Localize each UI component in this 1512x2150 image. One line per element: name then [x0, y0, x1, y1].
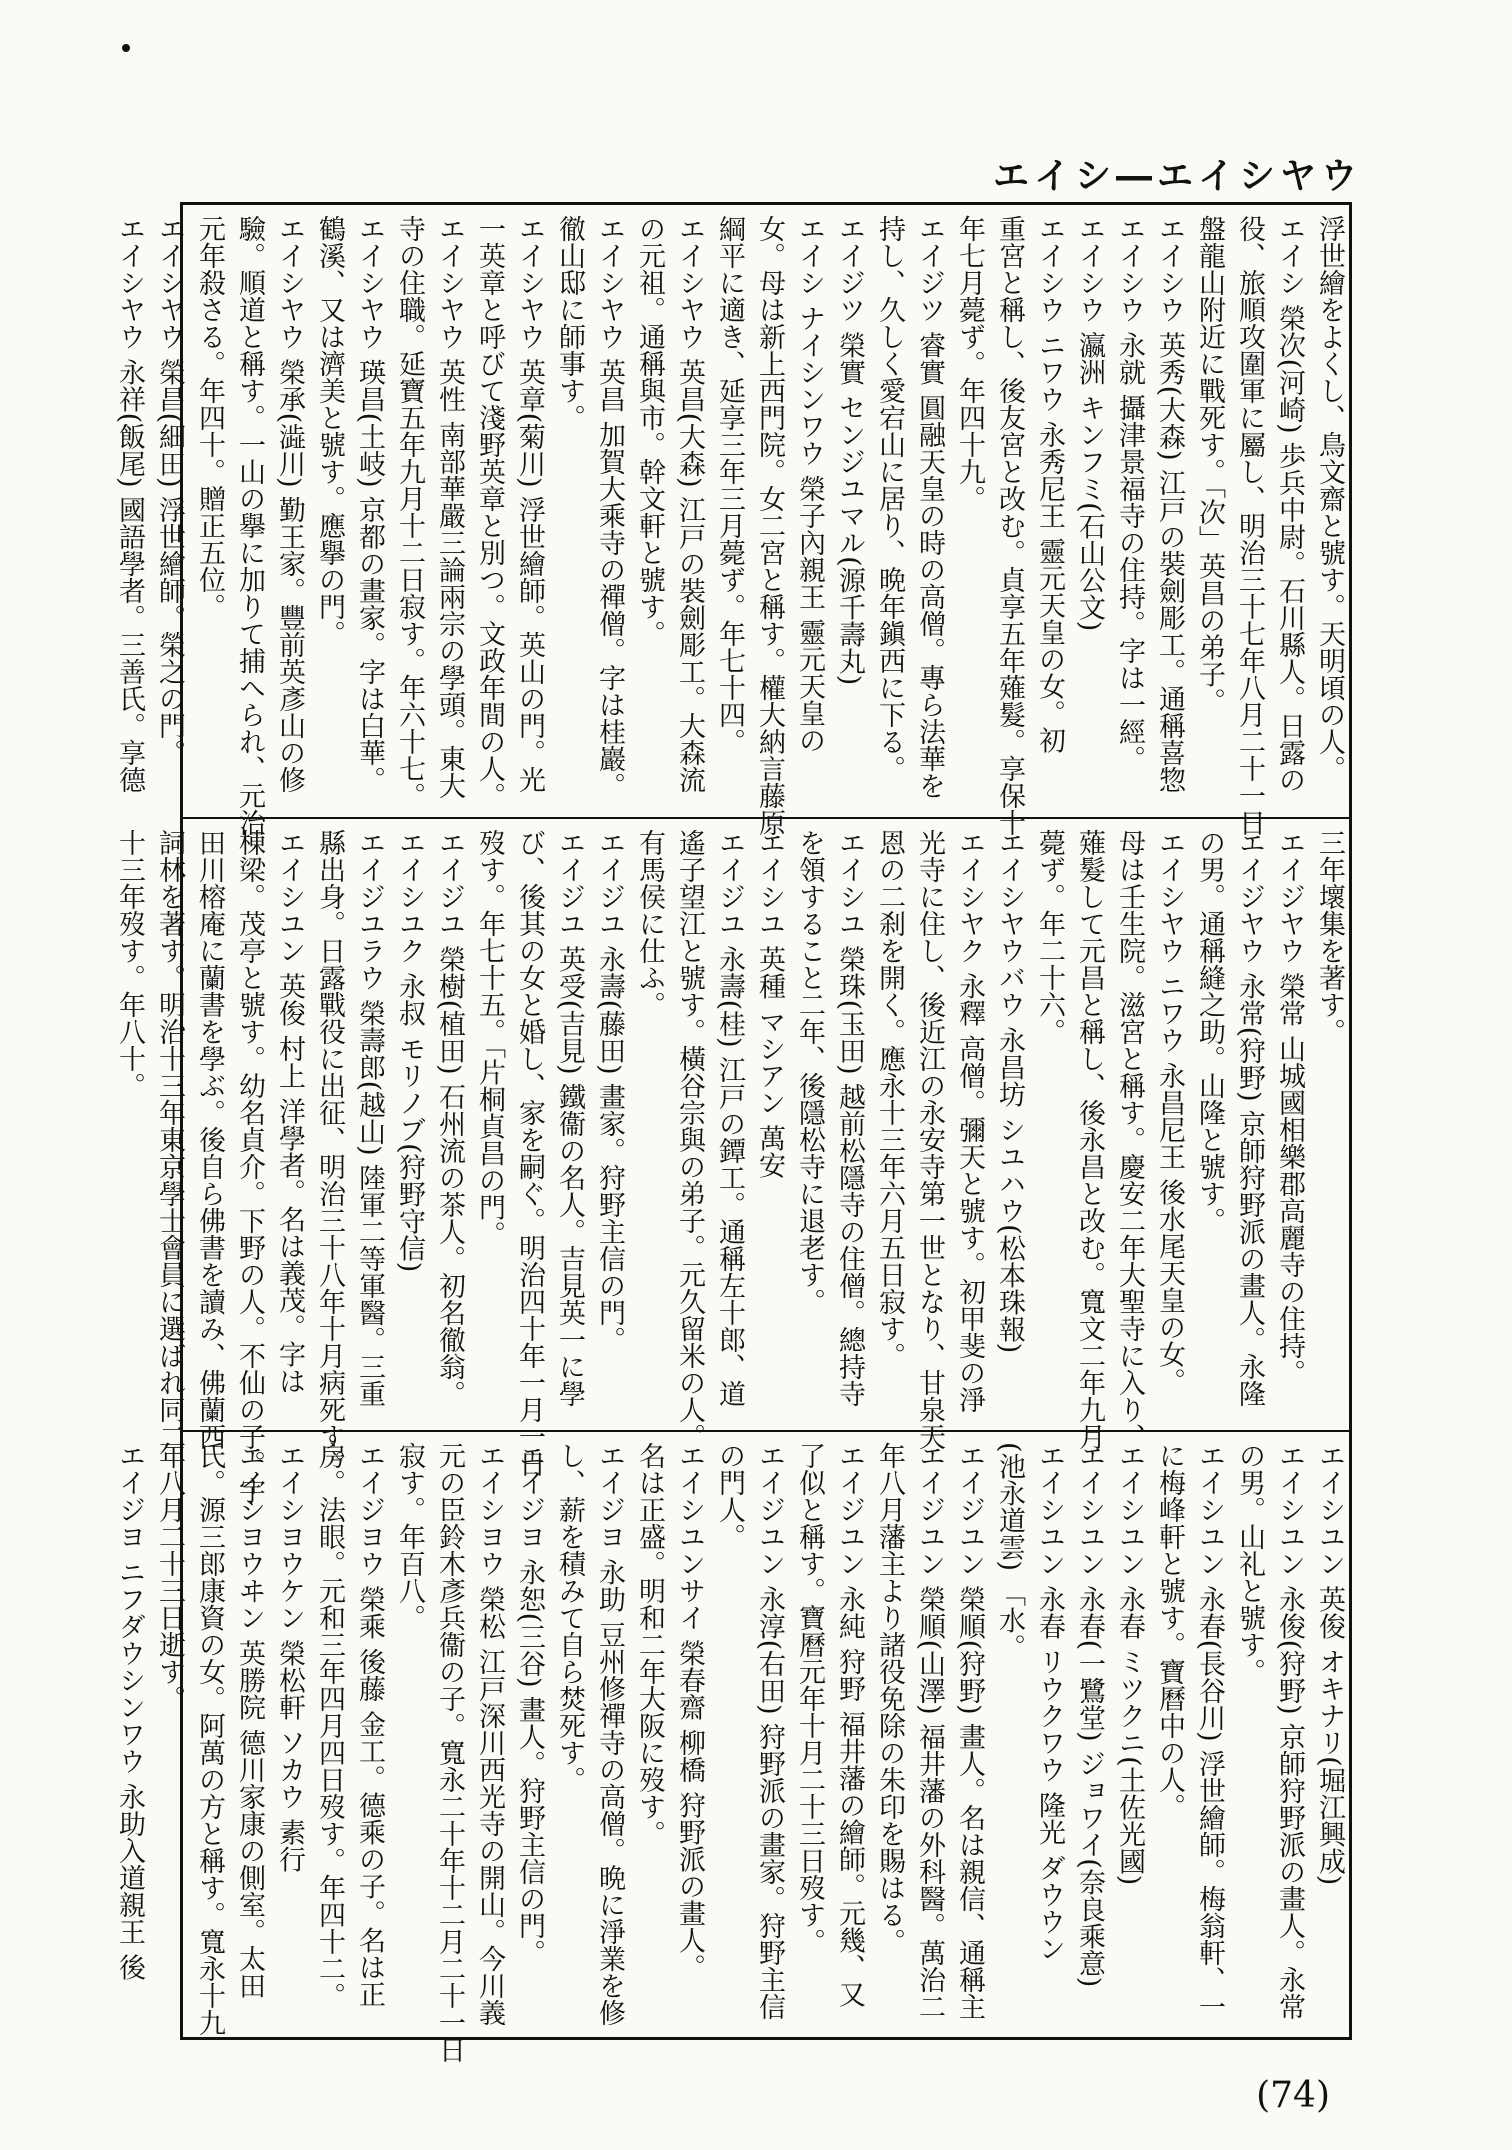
text-column: 盤龍山附近に戰死す。「次」英昌の弟子。 — [1194, 215, 1225, 715]
text-column: エイシヨウ 榮松 江戸深川西光寺の開山。今川義 — [474, 1442, 505, 2027]
page-number: (74) — [1256, 2075, 1330, 2116]
text-column: 年八月二十三日逝す。 — [154, 1442, 185, 1712]
text-column: エイジヨ 永助 豆州修禪寺の高僧。晩に淨業を修 — [594, 1442, 625, 2027]
text-column: エイジユン 榮順(狩野) 畫人。名は親信、通稱主 — [954, 1442, 985, 2021]
text-column: エイシヤウ 永祥(飯尾) 國語學者。三善氏。享德 — [114, 215, 145, 794]
band-top — [114, 205, 1349, 836]
text-column: 三年壞集を著す。 — [1314, 829, 1345, 1045]
text-column: に梅峰軒と號す。寶曆中の人。 — [1154, 1442, 1185, 1820]
text-column: エイシヤウバウ 永昌坊 シユハウ(松本珠報) — [994, 829, 1025, 1354]
text-column: エイジヨ ニフダウシンワウ 永助入道親王 後 — [114, 1442, 145, 1981]
ink-speck — [122, 44, 130, 52]
text-column: エイシユンサイ 榮春齋 柳橋 狩野派の畫人。 — [674, 1442, 705, 1981]
text-column: 重宮と稱し、後友宮と改む。貞享五年薙髮。享保十 — [994, 215, 1025, 836]
text-column: 一英章と呼びて淺野英章と別つ。文政年間の人。 — [474, 215, 505, 809]
text-column: エイジユ 永壽(桂) 江戸の鐔工。通稱左十郎、道 — [714, 829, 745, 1408]
text-column: の門人。 — [714, 1442, 745, 1550]
text-column: 薨ず。年二十六。 — [1034, 829, 1065, 1045]
text-column: エイシウ 瀛洲 キンフミ(石山公文) — [1074, 215, 1105, 632]
text-column: エイシヤウ 榮承(澁川) 勤王家。豐前英彥山の修 — [274, 215, 305, 794]
text-column: の男。山礼と號す。 — [1234, 1442, 1265, 1685]
text-column: エイジヨウ 榮乘 後藤 金工。德乘の子。名は正 — [354, 1442, 385, 2008]
text-column: 母は壬生院。滋宮と稱す。慶安二年大聖寺に入り、 — [1114, 829, 1145, 1450]
text-column: 歿す。年七十五。「片桐貞昌の門。 — [474, 829, 505, 1248]
text-frame — [114, 202, 1352, 2063]
text-column: 持し、久しく愛宕山に居り、晩年鎭西に下る。 — [874, 215, 905, 782]
text-column: 遙子望江と號す。橫谷宗與の弟子。元久留米の人。 — [674, 829, 705, 1450]
text-column: エイシヤウ 榮昌(細田) 浮世繪師。榮之の門。 — [154, 215, 185, 767]
text-column: エイジユン 榮順(山澤) 福井藩の外科醫。萬治二 — [914, 1442, 945, 2021]
text-column: エイシユン 永春(長谷川) 浮世繪師。梅翁軒、一 — [1194, 1442, 1225, 2021]
text-column: エイシウ ニワウ 永秀尼王 靈元天皇の女。初 — [1034, 215, 1065, 754]
text-column: エイジユ 榮樹(植田) 石州流の茶人。初名徹翁。 — [434, 829, 465, 1408]
text-column: エイジツ 睿實 圓融天皇の時の高僧。專ら法華を — [914, 215, 945, 800]
text-column: エイシ ナイシンワウ 榮子內親王 靈元天皇の — [794, 215, 825, 754]
text-column: エイシユ 英種 マシアン 萬安 — [754, 829, 785, 1179]
text-column: 寺の住職。延寶五年九月十二日寂す。年六十七。 — [394, 215, 425, 809]
text-column: エイシヨウケン 榮松軒 ソカウ 素行 — [274, 1442, 305, 1873]
band-bottom — [114, 1430, 1349, 2063]
text-column: 綱平に適き、延享三年三月薨ず。年七十四。 — [714, 215, 745, 755]
text-column: 氏。源三郎康資の女。阿萬の方と稱す。寬永十九 — [194, 1442, 225, 2036]
text-column: 浮世繪をよくし、鳥文齋と號す。天明頃の人。 — [1314, 215, 1345, 782]
text-column: 年八月藩主より諸役免除の朱印を賜はる。 — [874, 1442, 905, 1955]
text-column: エイシユン 英俊 オキナリ(堀江興成) — [1314, 1442, 1345, 1886]
text-column: エイジツ 榮實 センジユマル(源千壽丸) — [834, 215, 865, 686]
text-column: を領すること二年、後隱松寺に退老す。 — [794, 829, 825, 1315]
text-column: エイシヤウ 瑛昌(土岐) 京都の畫家。字は白華。 — [354, 215, 385, 794]
text-column: 十三年歿す。年八十。 — [114, 829, 145, 1099]
text-column: エイジヨ 永恕(三谷) 畫人。狩野主信の門。 — [514, 1442, 545, 1967]
text-column: エイジユ 英受(吉見) 鐵衞の名人。吉見英一に學 — [554, 829, 585, 1408]
text-column: の元祖。通稱與市。幹文軒と號す。 — [634, 215, 665, 647]
text-column: 縣出身。日露戰役に出征、明治三十八年十月病死す。 — [314, 829, 345, 1477]
text-column: 鶴溪、又は濟美と號す。應擧の門。 — [314, 215, 345, 647]
text-column: 名は正盛。明和二年大阪に歿す。 — [634, 1442, 665, 1847]
text-column: 元年殺さる。年四十。贈正五位。 — [194, 215, 225, 620]
text-column: エイシユン 永春(一鷺堂) ジョワイ(奈良乘意) — [1074, 1442, 1105, 1988]
text-column: エイシヤウ 英昌(大森) 江戸の裝劍彫工。大森流 — [674, 215, 705, 794]
text-column: エイシヤク 永釋 高僧。彌天と號す。初甲斐の淨 — [954, 829, 985, 1414]
text-column: 田川榕庵に蘭書を學ぶ。後自ら佛書を讀み、佛蘭西 — [194, 829, 225, 1450]
text-column: エイジユン 永淳(右田) 狩野派の畫家。狩野主信 — [754, 1442, 785, 2021]
text-column: し、薪を積みて自ら焚死す。 — [554, 1442, 585, 1793]
text-column: 恩の二刹を開く。應永十三年六月五日寂す。 — [874, 829, 905, 1369]
text-column: エイシヤウ 英性 南部華嚴三論兩宗の學頭。東大 — [434, 215, 465, 800]
text-column: エイシ 榮次(河崎) 歩兵中尉。石川縣人。日露の — [1274, 215, 1305, 794]
text-column: エイジユ 永壽(藤田) 畫家。狩野主信の門。 — [594, 829, 625, 1354]
text-column: び、後其の女と婚し、家を嗣ぐ。明治四十年一月一日 — [514, 829, 545, 1477]
text-column: エイシユン 永俊(狩野) 京師狩野派の畫人。永常 — [1274, 1442, 1305, 2021]
text-column: 元の臣鈴木彥兵衞の子。寬永二十年十二月二十一日 — [434, 1442, 465, 2063]
text-column: エイシユク 永叔 モリノブ(狩野守信) — [394, 829, 425, 1273]
text-column: 役、旅順攻圍軍に屬し、明治三十七年八月二十一日 — [1234, 215, 1265, 836]
text-column: 了似と稱す。寶曆元年十月二十三日歿す。 — [794, 1442, 825, 1955]
text-column: エイシユン 英俊 村上 洋學者。名は義茂。字は — [274, 829, 305, 1395]
text-column: エイシヤウ 英章(菊川) 浮世繪師。英山の門。光 — [514, 215, 545, 794]
text-column: エイシヤウ 英昌 加賀大乘寺の禪僧。字は桂巖。 — [594, 215, 625, 800]
text-column: 棟梁。茂亭と號す。幼名貞介。下野の人。不仙の子。宇 — [234, 829, 265, 1504]
text-column: エイジヤウ 永常(狩野) 京師狩野派の畫人。永隆 — [1234, 829, 1265, 1408]
text-column: 驗。順道と稱す。一山の擧に加りて捕へられ、元治 — [234, 215, 265, 836]
text-column: エイシヨウヰン 英勝院 德川家康の側室。太田 — [234, 1442, 265, 2000]
text-column: エイジヤウ 榮常 山城國相樂郡高麗寺の住持。 — [1274, 829, 1305, 1387]
text-column: 有馬侯に仕ふ。 — [634, 829, 665, 1018]
text-column: (池永道雲) 「水。 — [994, 1442, 1025, 1661]
text-column: エイシユン 永春 リウクワウ 隆光 ダウウン — [1034, 1442, 1065, 1963]
text-column: の男。通稱縫之助。山隆と號す。 — [1194, 829, 1225, 1234]
text-column: 詞林を著す。明治十三年東京學士會員に選ばれ同二 — [154, 829, 185, 1450]
text-column: エイジユラウ 榮壽郎(越山) 陸軍二等軍醫。三重 — [354, 829, 385, 1408]
text-column: 年七月薨ず。年四十九。 — [954, 215, 985, 512]
text-column: 薙髮して元昌と稱し、後永昌と改む。寬文二年九月 — [1074, 829, 1105, 1450]
text-column: エイシユン 永春 ミツクニ(土佐光國) — [1114, 1442, 1145, 1886]
text-column: 寂す。年百八。 — [394, 1442, 425, 1631]
text-column: 徹山邸に師事す。 — [554, 215, 585, 431]
text-column: 女。母は新上西門院。女二宮と稱す。權大納言藤原 — [754, 215, 785, 836]
text-column: エイシヤウ ニワウ 永昌尼王 後水尾天皇の女。 — [1154, 829, 1185, 1395]
text-column: 光寺に住し、後近江の永安寺第一世となり、甘泉天 — [914, 829, 945, 1450]
text-column: エイシユ 榮珠(玉田) 越前松隱寺の住僧。總持寺 — [834, 829, 865, 1408]
text-column: エイシウ 永就 攝津景福寺の住持。字は一經。 — [1114, 215, 1145, 773]
text-column: エイジユン 永純 狩野 福井藩の繪師。元幾、又 — [834, 1442, 865, 2008]
page-header: エイシ―エイシヤウ — [992, 156, 1362, 197]
text-column: 房。法眼。元和三年四月四日歿す。年四十二。 — [314, 1442, 345, 2009]
text-column: エイシウ 英秀(大森) 江戸の裝劍彫工。通稱喜惣 — [1154, 215, 1185, 794]
